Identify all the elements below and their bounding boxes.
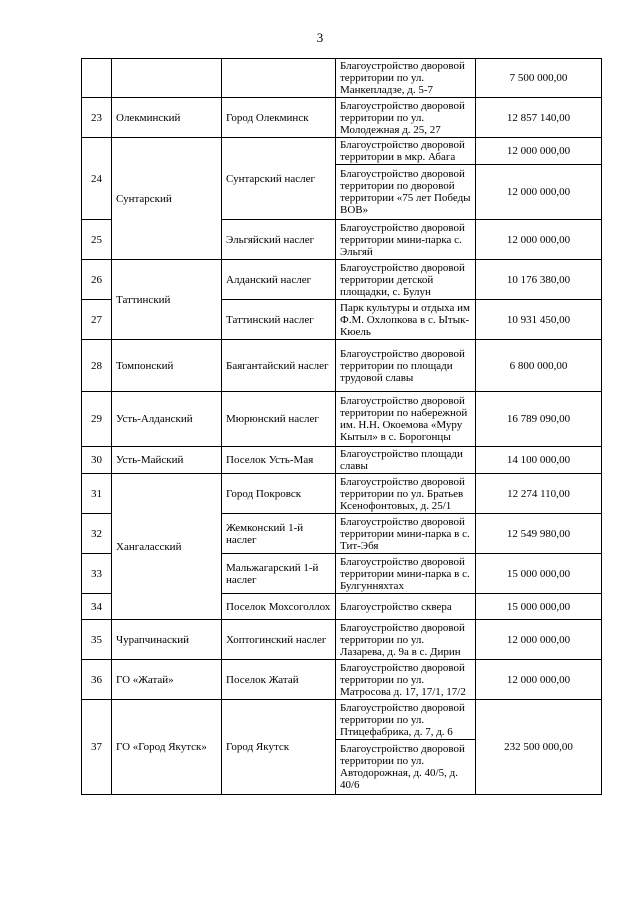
table-row (82, 340, 602, 392)
amount-cell: 12 000 000,00 (476, 660, 602, 700)
row-number (82, 59, 112, 98)
object-cell: Благоустройство дворовой территории по площади трудовой славы (336, 340, 476, 392)
table-row (82, 660, 602, 700)
object-cell: Благоустройство дворовой территории по ул. Матросова д. 17, 17/1, 17/2 (336, 660, 476, 700)
settlement-cell: Таттинский наслег (222, 300, 336, 340)
table-row (82, 620, 602, 660)
district-cell: Таттинский (112, 260, 222, 340)
amount-cell: 15 000 000,00 (476, 554, 602, 594)
settlement-cell: Сунтарский наслег (222, 138, 336, 220)
object-cell: Благоустройство дворовой территории по ул. Автодорожная, д. 40/5, д. 40/6 (336, 740, 476, 795)
object-cell: Благоустройство площади славы (336, 447, 476, 474)
object-cell: Благоустройство дворовой территории по ул. Молодежная д. 25, 27 (336, 98, 476, 138)
object-cell: Благоустройство дворовой территории детской площадки, с. Булун (336, 260, 476, 300)
settlement-cell: Мальжагарский 1-й наслег (222, 554, 336, 594)
row-number: 33 (82, 554, 112, 594)
object-cell: Благоустройство дворовой территории по ул. Лазарева, д. 9а в с. Дирин (336, 620, 476, 660)
district-cell: ГО «Жатай» (112, 660, 222, 700)
district-cell: ГО «Город Якутск» (112, 700, 222, 795)
table-row (82, 138, 602, 165)
amount-cell: 12 000 000,00 (476, 138, 602, 165)
district-cell: Усть-Майский (112, 447, 222, 474)
amount-cell: 16 789 090,00 (476, 392, 602, 447)
row-number: 32 (82, 514, 112, 554)
object-cell: Благоустройство дворовой территории по ул. Птицефабрика, д. 7, д. 6 (336, 700, 476, 740)
amount-cell: 10 176 380,00 (476, 260, 602, 300)
amount-cell: 232 500 000,00 (476, 700, 602, 795)
settlement-cell: Поселок Жатай (222, 660, 336, 700)
amount-cell: 12 000 000,00 (476, 220, 602, 260)
table-row (82, 260, 602, 300)
object-cell: Благоустройство дворовой территории в мкр. Абага (336, 138, 476, 165)
settlement-cell: Поселок Мохсоголлох (222, 594, 336, 620)
amount-cell: 10 931 450,00 (476, 300, 602, 340)
object-cell: Благоустройство дворовой территории мини-парка с. Эльгяй (336, 220, 476, 260)
object-cell: Благоустройство сквера (336, 594, 476, 620)
table-row (82, 474, 602, 514)
settlement-cell: Баягантайский наслег (222, 340, 336, 392)
amount-cell: 15 000 000,00 (476, 594, 602, 620)
object-cell: Благоустройство дворовой территории мини-парка в с. Булгунняхтах (336, 554, 476, 594)
object-cell: Благоустройство дворовой территории по ул. Братьев Ксенофонтовых, д. 25/1 (336, 474, 476, 514)
district-cell: Хангаласский (112, 474, 222, 620)
table-row (82, 392, 602, 447)
settlement-cell: Алданский наслег (222, 260, 336, 300)
row-number: 34 (82, 594, 112, 620)
district-cell: Олекминский (112, 98, 222, 138)
amount-cell: 7 500 000,00 (476, 59, 602, 98)
page-number: 3 (316, 30, 324, 45)
table-row (82, 59, 602, 98)
object-cell: Благоустройство дворовой территории по ул. Манкепладзе, д. 5-7 (336, 59, 476, 98)
settlement-cell: Поселок Усть-Мая (222, 447, 336, 474)
amount-cell: 12 549 980,00 (476, 514, 602, 554)
settlement-cell: Город Покровск (222, 474, 336, 514)
amount-cell: 12 274 110,00 (476, 474, 602, 514)
district-cell: Усть-Алданский (112, 392, 222, 447)
district-cell (112, 59, 222, 98)
settlement-cell: Город Олекминск (222, 98, 336, 138)
row-number: 30 (82, 447, 112, 474)
amount-cell: 12 000 000,00 (476, 620, 602, 660)
row-number: 23 (82, 98, 112, 138)
row-number: 24 (82, 138, 112, 220)
amount-cell: 14 100 000,00 (476, 447, 602, 474)
row-number: 25 (82, 220, 112, 260)
settlement-cell: Мюрюнский наслег (222, 392, 336, 447)
object-cell: Благоустройство дворовой территории мини-парка в с. Тит-Эбя (336, 514, 476, 554)
district-cell: Сунтарский (112, 138, 222, 260)
district-cell: Чурапчинаский (112, 620, 222, 660)
table-row (82, 447, 602, 474)
object-cell: Благоустройство дворовой территории по набережной им. Н.Н. Окоемова «Муру Кытыл» в с. Борогонцы (336, 392, 476, 447)
row-number: 27 (82, 300, 112, 340)
row-number: 36 (82, 660, 112, 700)
settlement-cell: Город Якутск (222, 700, 336, 795)
settlement-cell: Жемконский 1-й наслег (222, 514, 336, 554)
amount-cell: 12 000 000,00 (476, 165, 602, 220)
district-cell: Томпонский (112, 340, 222, 392)
funding-table (81, 58, 602, 795)
table-row (82, 98, 602, 138)
object-cell: Парк культуры и отдыха им Ф.М. Охлопкова в с. Ытык-Кюель (336, 300, 476, 340)
table-row (82, 700, 602, 740)
settlement-cell (222, 59, 336, 98)
row-number: 29 (82, 392, 112, 447)
object-cell: Благоустройство дворовой территории по дворовой территории «75 лет Победы ВОВ» (336, 165, 476, 220)
row-number: 35 (82, 620, 112, 660)
amount-cell: 12 857 140,00 (476, 98, 602, 138)
row-number: 28 (82, 340, 112, 392)
row-number: 31 (82, 474, 112, 514)
settlement-cell: Эльгяйский наслег (222, 220, 336, 260)
row-number: 37 (82, 700, 112, 795)
row-number: 26 (82, 260, 112, 300)
settlement-cell: Хоптогинский наслег (222, 620, 336, 660)
amount-cell: 6 800 000,00 (476, 340, 602, 392)
